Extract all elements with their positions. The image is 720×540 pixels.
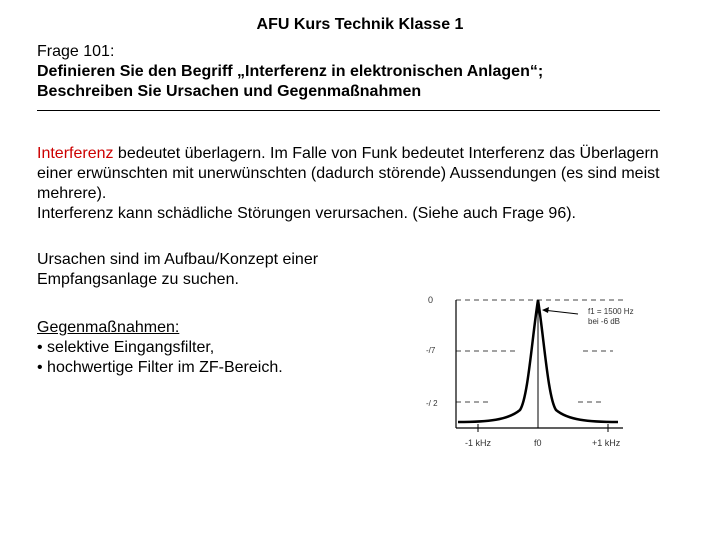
question-block	[37, 42, 543, 102]
countermeasure-item: • hochwertige Filter im ZF-Bereich.	[37, 359, 283, 376]
divider	[37, 110, 660, 111]
x-label-left: -1 kHz	[465, 438, 492, 448]
annotation-line-1: f1 = 1500 Hz	[588, 307, 634, 316]
countermeasures-block	[37, 318, 397, 378]
causes-paragraph: Ursachen sind im Aufbau/Konzept einer Empfangsanlage zu suchen.	[37, 251, 319, 288]
question-line-1: Definieren Sie den Begriff „Interferenz in elektronischen Anlagen“;	[37, 63, 544, 80]
x-label-right: +1 kHz	[592, 438, 621, 448]
question-line-2: Beschreiben Sie Ursachen und Gegenmaßnahmen	[37, 83, 422, 100]
x-label-center: f0	[534, 438, 542, 448]
filter-response-figure	[418, 288, 638, 453]
question-number: Frage 101:	[37, 43, 115, 60]
definition-paragraph	[37, 144, 677, 224]
page-title: AFU Kurs Technik Klasse 1	[256, 16, 464, 33]
definition-text: bedeutet überlagern. Im Falle von Funk bedeutet Interferenz das Überlagern einer erwünschten mit unerwünschten (dadurch störende) Aussendungen (es sind meist mehrere).	[37, 145, 660, 202]
countermeasure-item: • selektive Eingangsfilter,	[37, 339, 215, 356]
term-interferenz: Interferenz	[37, 145, 114, 162]
definition-line-2: Interferenz kann schädliche Störungen verursachen. (Siehe auch Frage 96).	[37, 205, 576, 222]
annotation-arrowhead	[542, 307, 549, 313]
y-label-2: -/ 2	[426, 399, 438, 408]
y-label-0: 0	[428, 295, 434, 305]
y-label-1: -/7	[426, 346, 436, 355]
annotation-line-2: bei -6 dB	[588, 317, 621, 326]
countermeasures-heading: Gegenmaßnahmen:	[37, 319, 180, 336]
